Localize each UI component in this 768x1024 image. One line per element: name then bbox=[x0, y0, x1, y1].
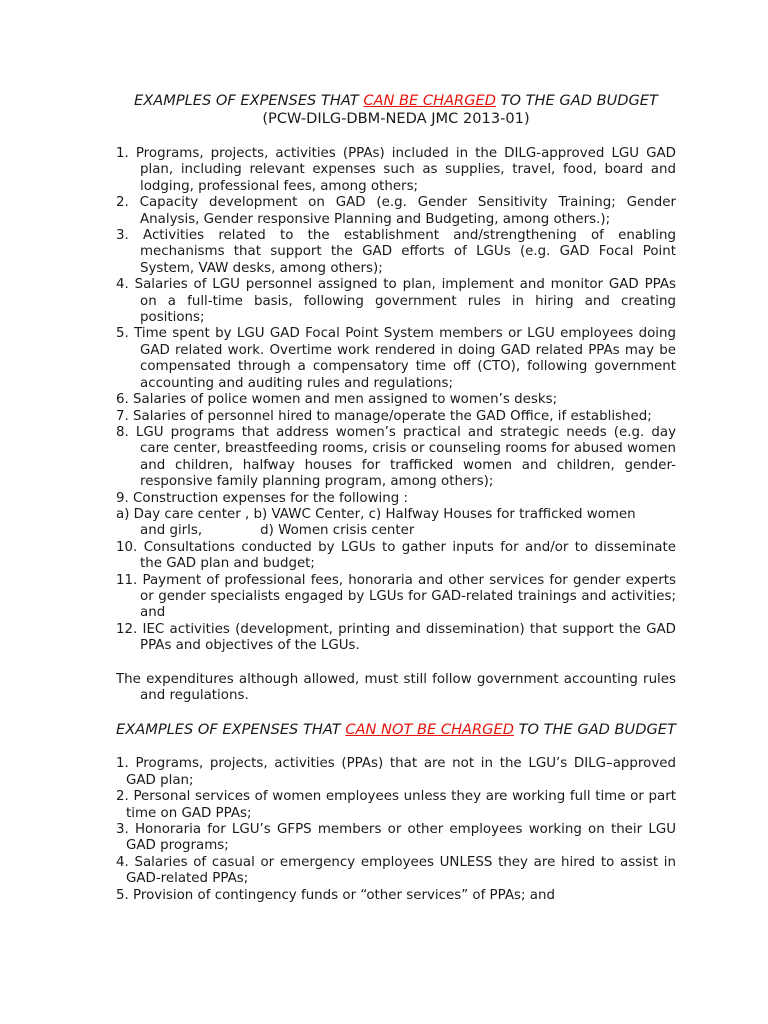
list-item: 2. Personal services of women employees unless they are working full time or part time on GAD PPAs; bbox=[116, 789, 676, 821]
list-item: 4. Salaries of casual or emergency employees UNLESS they are hired to assist in GAD-related PPAs; bbox=[116, 854, 676, 887]
list-item: 5. Time spent by LGU GAD Focal Point System members or LGU employees doing GAD related work. Overtime work rendered in doing GAD related PPAs may be compensated through a compensatory time off (CTO), following government accounting and auditing rules and regulations; bbox=[116, 326, 676, 391]
list-item: 12. IEC activities (development, printing and dissemination) that support the GAD PPAs and objectives of the LGUs. bbox=[116, 621, 676, 654]
spacer bbox=[116, 739, 676, 756]
section1-heading-highlight: CAN BE CHARGED bbox=[363, 92, 496, 109]
list-item: 4. Salaries of LGU personnel assigned to plan, implement and monitor GAD PPAs on a full-time basis, following government rules in hiring and creating positions; bbox=[116, 277, 676, 326]
list-item: 3. Activities related to the establishment and/strengthening of enabling mechanisms that support the GAD efforts of LGUs (e.g. GAD Focal Point System, VAW desks, among others); bbox=[116, 228, 676, 276]
list-item-9-text: 9. Construction expenses for the following : bbox=[116, 490, 409, 506]
list-item: 6. Salaries of police women and men assigned to women’s desks; bbox=[116, 392, 558, 408]
list-item: 1. Programs, projects, activities (PPAs) that are not in the LGU’s DILG–approved GAD plan; bbox=[116, 756, 676, 788]
section2-heading-prefix: EXAMPLES OF EXPENSES THAT bbox=[116, 721, 346, 739]
list-item: 10. Consultations conducted by LGUs to gather inputs for and/or to disseminate the GAD plan and budget; bbox=[116, 539, 676, 572]
spacer bbox=[116, 655, 676, 672]
list-item: 5. Provision of contingency funds or “other services” of PPAs; and bbox=[116, 887, 555, 903]
section2-heading bbox=[116, 721, 676, 739]
section1-list bbox=[116, 146, 676, 655]
subitem-line-1: a) Day care center , b) VAWC Center, c) Halfway Houses for trafficked women bbox=[116, 506, 636, 522]
subitem-line-2b: d) Women crisis center bbox=[260, 523, 415, 539]
section2-list bbox=[116, 756, 676, 904]
spacer bbox=[116, 128, 676, 146]
list-item-9 bbox=[116, 491, 676, 540]
section1-subheading: (PCW-DILG-DBM-NEDA JMC 2013-01) bbox=[262, 110, 530, 127]
list-item: 11. Payment of professional fees, honoraria and other services for gender experts or gender specialists engaged by LGUs for GAD-related trainings and activities; and bbox=[116, 572, 676, 621]
section1-heading-suffix: TO THE GAD BUDGET bbox=[495, 92, 658, 109]
section2-heading-highlight: CAN NOT BE CHARGED bbox=[345, 721, 514, 739]
spacer bbox=[116, 704, 676, 721]
section1-note: The expenditures although allowed, must still follow government accounting rules and regulations. bbox=[116, 671, 676, 703]
section1-heading-prefix: EXAMPLES OF EXPENSES THAT bbox=[134, 92, 364, 109]
list-item: 3. Honoraria for LGU’s GFPS members or other employees working on their LGU GAD programs; bbox=[116, 822, 676, 854]
document-content bbox=[116, 92, 676, 904]
section2-heading-suffix: TO THE GAD BUDGET bbox=[513, 721, 676, 739]
list-item: 7. Salaries of personnel hired to manage/operate the GAD Office, if established; bbox=[116, 408, 652, 424]
list-item: 8. LGU programs that address women’s practical and strategic needs (e.g. day care center, breastfeeding rooms, crisis or counseling rooms for abused women and children, halfway houses for trafficked women and children, gender-responsive family planning program, among others); bbox=[116, 424, 676, 490]
list-item-9-subitems bbox=[116, 506, 676, 540]
list-item: 1. Programs, projects, activities (PPAs) included in the DILG-approved LGU GAD plan, including relevant expenses such as supplies, travel, food, board and lodging, professional fees, among others; bbox=[116, 146, 676, 194]
list-item: 2. Capacity development on GAD (e.g. Gender Sensitivity Training; Gender Analysis, Gender responsive Planning and Budgeting, among others.); bbox=[116, 195, 676, 227]
subitem-line-2a: and girls, bbox=[140, 523, 203, 539]
section1-heading bbox=[116, 92, 676, 110]
